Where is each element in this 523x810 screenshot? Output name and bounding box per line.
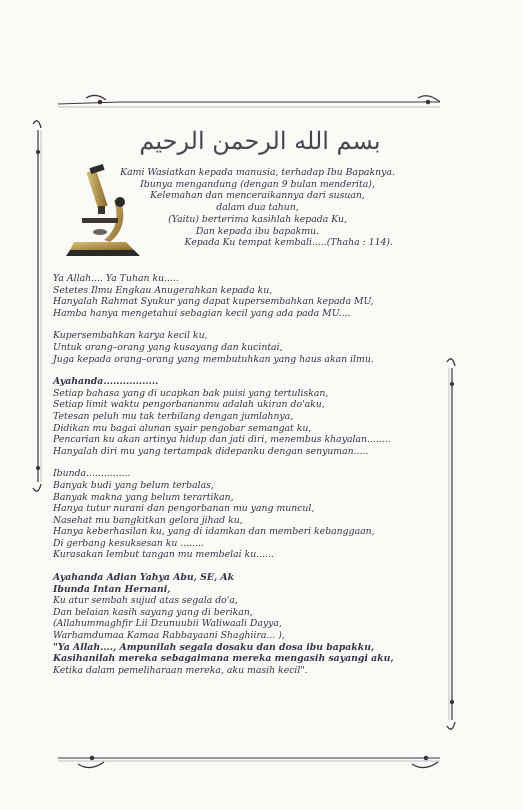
closing-line: Ketika dalam pemeliharaan mereka, aku masih kecil". [53, 664, 308, 676]
top-border-ornament [58, 95, 440, 107]
ibunda-line: Banyak makna yang belum terartikan, [53, 491, 234, 503]
dedication-line: Kupersembahkan karya kecil ku, [53, 330, 208, 342]
verse-line: (Yaitu) berterima kasihlah kepada Ku, [168, 213, 347, 225]
dedication-line: Juga kepada orang–orang yang membutuhkan yang haus akan ilmu. [53, 353, 374, 365]
closing-line: Dan belaian kasih sayang yang di berikan, [53, 606, 253, 618]
ibunda-line: Banyak budi yang belum terbalas, [53, 479, 214, 491]
verse-line: Kami Wasiatkan kepada manusia, terhadap Ibu Bapaknya. [120, 167, 395, 178]
ibunda-line: Hanya tutur nurani dan pengorbanan mu yang muncul, [53, 503, 315, 515]
verse-line: Kepada Ku tempat kembali.....(Thaha : 114). [184, 237, 393, 249]
ibunda-heading: Ibunda............... [53, 468, 131, 480]
verse-line: Kelemahan dan menceraikannya dari susuan, [150, 190, 365, 202]
dedication-body [53, 273, 433, 676]
verse-line: Dan kepada ibu bapakmu. [195, 225, 320, 237]
opening-line: Hanyalah Rahmat Syukur yang dapat kupersembahkan kepada MU, [53, 296, 374, 308]
closing-line: Kasihanilah mereka sebagaimana mereka mengasih sayangi aku, [53, 653, 394, 665]
ayahanda-line: Setiap limit waktu pengorbananmu adalah ukiran do'aku, [53, 399, 325, 411]
verse-line: Ibunya mengandung (dengan 9 bulan menderita), [140, 178, 375, 190]
opening-line: Setetes Ilmu Engkau Anugerahkan kepada ku, [53, 284, 273, 296]
ayahanda-line: Hanyalah diri mu yang tertampak didepanku dengan senyuman..... [53, 445, 369, 457]
mother-name: Ibunda Intan Hernani, [53, 583, 171, 595]
ibunda-line: Nasehat mu bangkitkan gelora jihad ku, [53, 514, 243, 526]
bismillah-calligraphy: بسم الله الرحمن الرحيم [139, 127, 381, 155]
ayahanda-line: Setiap bahasa yang di ucapkan bak puisi yang tertuliskan, [53, 387, 329, 399]
ibunda-line: Di gerbang kesuksesan ku ........ [53, 537, 204, 549]
opening-line: Ya Allah.... Ya Tuhan ku..... [53, 273, 179, 284]
closing-line: Ku atur sembah sujud atas segala do'a, [53, 595, 238, 607]
ibunda-line: Hanya keberhasilan ku, yang di idamkan dan memberi kebanggaan, [53, 526, 375, 538]
quran-verse [120, 167, 395, 249]
left-border-ornament [33, 121, 41, 491]
ayahanda-line: Tetesan peluh mu tak terbilang dengan jumlahnya, [53, 410, 294, 422]
verse-line: dalam dua tahun, [216, 202, 299, 214]
ayahanda-line: Didikan mu bagai alunan syair pengobar semangat ku, [53, 422, 312, 434]
ibunda-line: Kurasakan lembut tangan mu membelai ku...... [53, 549, 274, 561]
right-border-ornament [447, 359, 455, 729]
closing-line: (Allahummaghfir Lii Dzunuubii Waliwaali Dayya, [53, 618, 282, 630]
ayahanda-line: Pencarian ku akan artinya hidup dan jati diri, menembus khayalan........ [53, 434, 391, 446]
bottom-border-ornament [58, 756, 440, 767]
closing-line: "Ya Allah...., Ampunilah segala dosaku dan dosa ibu bapakku, [53, 641, 375, 653]
ayahanda-heading: Ayahanda................. [53, 376, 159, 388]
opening-line: Hamba hanya mengetahui sebagian kecil yang ada pada MU.... [53, 307, 351, 319]
dedication-line: Untuk orang–orang yang kusayang dan kucintai, [53, 341, 283, 353]
father-name: Ayahanda Adian Yahya Abu, SE, Ak [53, 572, 235, 584]
closing-line: Warhamdumaa Kamaa Rabbayaani Shaghiira... ), [53, 630, 285, 642]
